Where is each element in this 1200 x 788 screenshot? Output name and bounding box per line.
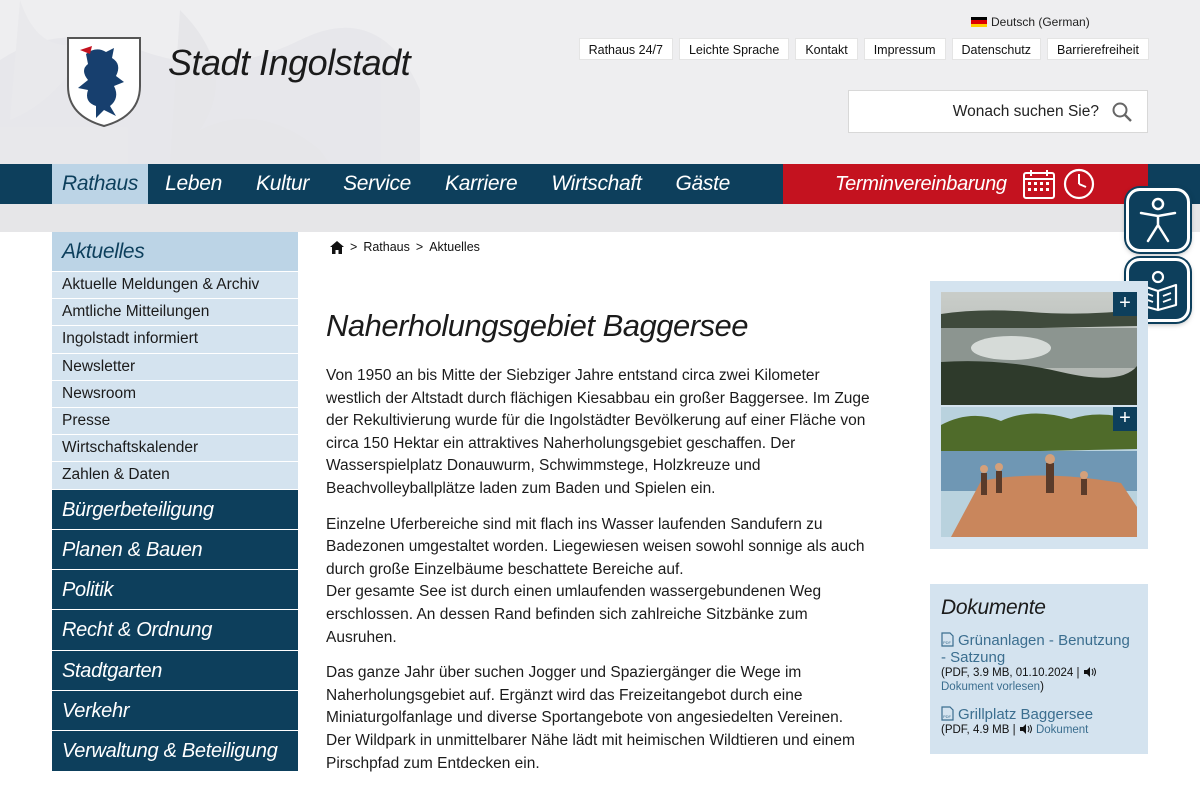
- top-link-impressum[interactable]: Impressum: [864, 38, 946, 60]
- document-item: [941, 706, 1137, 737]
- header: [0, 0, 1200, 164]
- article-paragraph: Das ganze Jahr über suchen Jogger und Spaziergänger die Wege im Naherholungsgebiet auf. Ergänzt wird das Freizeitangebot durch eine Miniaturgolfanlage und diverse Sportangebote von angesiedelten Vereinen. Der Wildpark in unmittelbarer Nähe lädt mit heimischen Wildtieren und einem Pirschpfad zum Entdecken ein.: [326, 664, 855, 772]
- sidebar-item-politik[interactable]: Politik: [52, 570, 298, 610]
- expand-plus-icon[interactable]: +: [1113, 407, 1137, 431]
- sub-bar: [0, 204, 1200, 232]
- nav-item-service[interactable]: Service: [343, 172, 412, 195]
- document-link[interactable]: Grillplatz Baggersee: [958, 706, 1094, 723]
- article-paragraph: [326, 514, 871, 650]
- top-links: [579, 38, 1149, 60]
- breadcrumb-separator: >: [415, 240, 424, 254]
- breadcrumb-item-aktuelles: Aktuelles: [429, 240, 480, 254]
- expand-plus-icon[interactable]: +: [1113, 292, 1137, 316]
- city-crest-logo[interactable]: [66, 36, 142, 128]
- sidebar-item-recht-ordnung[interactable]: Recht & Ordnung: [52, 610, 298, 650]
- sidebar-item-verkehr[interactable]: Verkehr: [52, 691, 298, 731]
- accessibility-icon: [1138, 197, 1178, 243]
- document-read-link[interactable]: Dokument: [1035, 724, 1089, 736]
- top-link-datenschutz[interactable]: Datenschutz: [952, 38, 1041, 60]
- svg-text:PDF: PDF: [943, 714, 951, 719]
- language-selector[interactable]: [971, 15, 1090, 29]
- documents-heading: Dokumente: [941, 596, 1046, 619]
- pdf-icon: [941, 632, 954, 647]
- accessibility-button[interactable]: [1126, 188, 1190, 252]
- sidebar-item-zahlen-daten[interactable]: Zahlen & Daten: [52, 462, 298, 489]
- document-meta: (PDF, 3.9 MB, 01.10.2024 |: [941, 667, 1080, 679]
- termin-button[interactable]: [783, 164, 1148, 204]
- sidebar-item-meldungen[interactable]: Aktuelle Meldungen & Archiv: [52, 272, 298, 299]
- article-paragraph: Von 1950 an bis Mitte der Siebziger Jahre entstand circa zwei Kilometer westlich der Altstadt durch flächigen Kiesabbau ein großer Baggersee. Im Zuge der Rekultivierung wurde für die Ingolstädter Bevölkerung auf einer Fläche von circa 150 Hektar ein attraktives Naherholungsgebiet geschaffen. Der Wasserspielplatz Donauwurm, Schwimmstege, Holzkreuze und Beachvolleyballplätze laden zum Baden und Spielen ein.: [326, 367, 870, 497]
- search-icon[interactable]: [1111, 101, 1133, 123]
- site-title[interactable]: Stadt Ingolstadt: [168, 42, 411, 83]
- breadcrumb-separator: >: [350, 240, 358, 254]
- sidebar-item-presse[interactable]: Presse: [52, 408, 298, 435]
- documents-box: [930, 584, 1148, 754]
- speaker-icon[interactable]: [1019, 724, 1033, 734]
- nav-item-wirtschaft[interactable]: Wirtschaft: [551, 172, 642, 195]
- sidebar-item-wirtschaftskalender[interactable]: Wirtschaftskalender: [52, 435, 298, 462]
- nav-item-karriere[interactable]: Karriere: [445, 172, 518, 195]
- sidebar-item-buergerbeteiligung[interactable]: Bürgerbeteiligung: [52, 490, 298, 530]
- sidebar-item-stadtgarten[interactable]: Stadtgarten: [52, 651, 298, 691]
- sidebar-item-newsroom[interactable]: Newsroom: [52, 381, 298, 408]
- sidebar: [52, 232, 298, 772]
- document-meta: (PDF, 4.9 MB |: [941, 724, 1016, 736]
- german-flag-icon: [971, 17, 987, 27]
- top-link-kontakt[interactable]: Kontakt: [795, 38, 857, 60]
- svg-text:PDF: PDF: [943, 640, 951, 645]
- swimming-platform-photo[interactable]: [941, 407, 1137, 537]
- nav-item-gaeste[interactable]: Gäste: [675, 172, 731, 195]
- document-read-link[interactable]: Dokument vorlesen: [941, 681, 1041, 693]
- document-item: [941, 632, 1137, 694]
- search-box: [848, 90, 1148, 133]
- sidebar-item-verwaltung[interactable]: Verwaltung & Beteiligung: [52, 731, 298, 771]
- document-meta-close: ): [1040, 681, 1044, 693]
- pdf-icon: [941, 706, 954, 721]
- sidebar-item-ingolstadt-informiert[interactable]: Ingolstadt informiert: [52, 326, 298, 353]
- top-link-rathaus-24-7[interactable]: Rathaus 24/7: [579, 38, 673, 60]
- nav-item-kultur[interactable]: Kultur: [256, 172, 310, 195]
- page-title: Naherholungsgebiet Baggersee: [326, 308, 749, 343]
- top-link-leichte-sprache[interactable]: Leichte Sprache: [679, 38, 789, 60]
- document-link[interactable]: Grünanlagen - Benutzung - Satzung: [941, 632, 1130, 666]
- article: [326, 308, 871, 788]
- calendar-icon: [1023, 169, 1055, 199]
- sidebar-heading[interactable]: Aktuelles: [52, 232, 298, 272]
- termin-label: Terminvereinbarung: [835, 172, 1007, 195]
- article-text: Einzelne Uferbereiche sind mit flach ins Wasser laufenden Sandufern zu Badezonen umgestaltet worden. Liegewiesen weisen sowohl sonnige als auch durch große Einzelbäume beschattete Bereiche auf.: [326, 515, 865, 578]
- lake-photo[interactable]: [941, 292, 1137, 405]
- home-icon[interactable]: [330, 241, 344, 254]
- article-text: Der gesamte See ist durch einen umlaufenden wassergebundenen Weg erschlossen. An dessen Rand befinden sich zahlreiche Sitzbänke zum Ausruhen.: [326, 583, 822, 646]
- breadcrumb-item-rathaus[interactable]: Rathaus: [363, 240, 410, 254]
- image-gallery: [930, 281, 1148, 549]
- speaker-icon[interactable]: [1083, 667, 1097, 677]
- nav-item-rathaus[interactable]: Rathaus: [52, 164, 148, 204]
- top-link-barrierefreiheit[interactable]: Barrierefreiheit: [1047, 38, 1149, 60]
- search-input[interactable]: [869, 103, 1099, 121]
- clock-icon: [1063, 168, 1095, 200]
- sidebar-item-newsletter[interactable]: Newsletter: [52, 354, 298, 381]
- breadcrumb: [330, 240, 480, 254]
- nav-item-leben[interactable]: Leben: [165, 172, 223, 195]
- sidebar-item-amtliche-mitteilungen[interactable]: Amtliche Mitteilungen: [52, 299, 298, 326]
- sidebar-item-planen-bauen[interactable]: Planen & Bauen: [52, 530, 298, 570]
- language-label[interactable]: Deutsch (German): [991, 15, 1090, 29]
